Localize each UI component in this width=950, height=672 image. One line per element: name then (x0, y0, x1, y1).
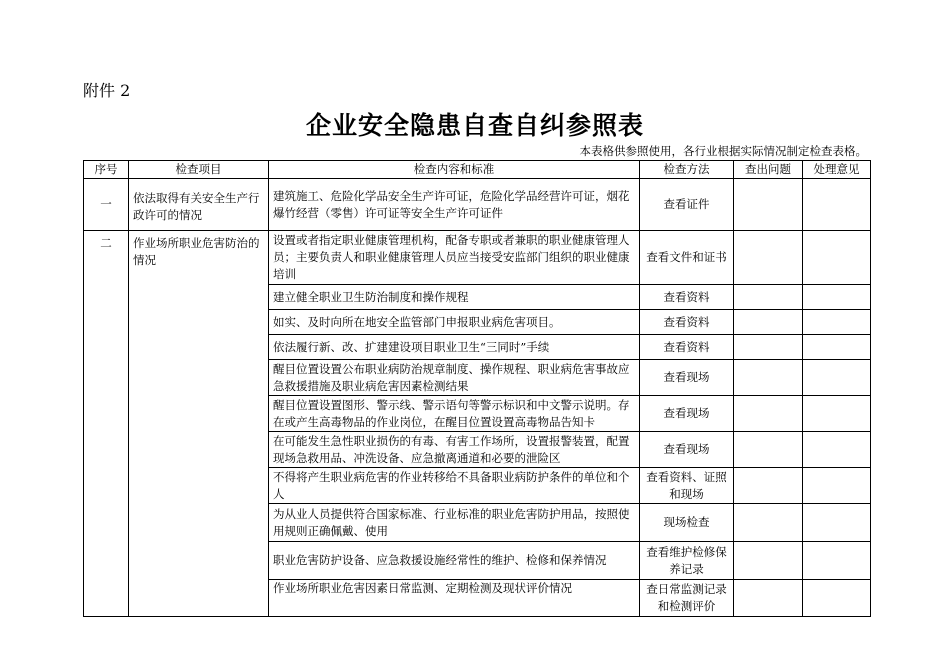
row-issue-cell (734, 335, 803, 360)
row-method: 现场检查 (640, 504, 734, 542)
row-method: 查看维护检修保养记录 (640, 542, 734, 580)
header-item: 检查项目 (129, 161, 269, 179)
page-title: 企业安全隐患自查自纠参照表 (305, 111, 644, 140)
row-issue-cell (734, 285, 803, 310)
row-content: 设置或者指定职业健康管理机构，配备专职或者兼职的职业健康管理人员；主要负责人和职业健康管理人员应当接受安监部门组织的职业健康培训 (269, 231, 640, 285)
row-method: 查看现场 (640, 360, 734, 396)
row-opinion-cell (803, 396, 871, 432)
section-item: 作业场所职业危害防治的情况 (129, 231, 269, 617)
header-method: 检查方法 (640, 161, 734, 179)
row-issue-cell (734, 310, 803, 335)
row-content: 醒目位置设置图形、警示线、警示语句等警示标识和中文警示说明。存在或产生高毒物品的作业岗位，在醒目位置设置高毒物品告知卡 (269, 396, 640, 432)
row-issue-cell (734, 504, 803, 542)
row-content: 作业场所职业危害因素日常监测、定期检测及现状评价情况 (269, 580, 640, 617)
row-content: 醒目位置设置公布职业病防治规章制度、操作规程、职业病危害事故应急救援措施及职业病危害因素检测结果 (269, 360, 640, 396)
row-method: 查看资料 (640, 335, 734, 360)
row-issue-cell (734, 179, 803, 231)
row-content: 为从业人员提供符合国家标准、行业标准的职业危害防护用品，按照使用规则正确佩戴、使用 (269, 504, 640, 542)
row-method: 查看资料、证照和现场 (640, 468, 734, 504)
row-opinion-cell (803, 335, 871, 360)
header-no: 序号 (84, 161, 129, 179)
row-opinion-cell (803, 432, 871, 468)
header-opinion: 处理意见 (803, 161, 871, 179)
row-method: 查看现场 (640, 432, 734, 468)
row-issue-cell (734, 542, 803, 580)
row-content: 职业危害防护设备、应急救援设施经常性的维护、检修和保养情况 (269, 542, 640, 580)
row-content: 不得将产生职业病危害的作业转移给不具备职业病防护条件的单位和个人 (269, 468, 640, 504)
row-opinion-cell (803, 580, 871, 617)
row-content: 在可能发生急性职业损伤的有毒、有害工作场所，设置报警装置，配置现场急救用品、冲洗设备、应急撤离通道和必要的泄险区 (269, 432, 640, 468)
checklist-table (83, 160, 871, 617)
row-issue-cell (734, 468, 803, 504)
section-item: 依法取得有关安全生产行政许可的情况 (129, 179, 269, 231)
row-opinion-cell (803, 310, 871, 335)
row-method: 查看现场 (640, 396, 734, 432)
row-opinion-cell (803, 360, 871, 396)
row-method: 查看证件 (640, 179, 734, 231)
row-issue-cell (734, 231, 803, 285)
row-content: 如实、及时向所在地安全监管部门申报职业病危害项目。 (269, 310, 640, 335)
row-issue-cell (734, 360, 803, 396)
row-method: 查看文件和证书 (640, 231, 734, 285)
row-method: 查日常监测记录和检测评价 (640, 580, 734, 617)
table-row (84, 231, 871, 285)
row-issue-cell (734, 580, 803, 617)
row-method: 查看资料 (640, 285, 734, 310)
table-row (84, 179, 871, 231)
row-method: 查看资料 (640, 310, 734, 335)
section-number: 一 (84, 179, 129, 231)
row-opinion-cell (803, 231, 871, 285)
row-opinion-cell (803, 542, 871, 580)
row-opinion-cell (803, 504, 871, 542)
row-content: 建立健全职业卫生防治制度和操作规程 (269, 285, 640, 310)
attachment-label: 附件 2 (83, 81, 131, 100)
row-content: 依法履行新、改、扩建建设项目职业卫生“三同时”手续 (269, 335, 640, 360)
header-content: 检查内容和标准 (269, 161, 640, 179)
row-opinion-cell (803, 468, 871, 504)
section-number: 二 (84, 231, 129, 617)
row-issue-cell (734, 432, 803, 468)
row-content: 建筑施工、危险化学品安全生产许可证，危险化学品经营许可证，烟花爆竹经营（零售）许可证等安全生产许可证件 (269, 179, 640, 231)
header-issue: 查出问题 (734, 161, 803, 179)
row-issue-cell (734, 396, 803, 432)
row-opinion-cell (803, 285, 871, 310)
row-opinion-cell (803, 179, 871, 231)
table-header-row (84, 161, 871, 179)
table-note: 本表格供参照使用，各行业根据实际情况制定检查表格。 (579, 144, 867, 158)
